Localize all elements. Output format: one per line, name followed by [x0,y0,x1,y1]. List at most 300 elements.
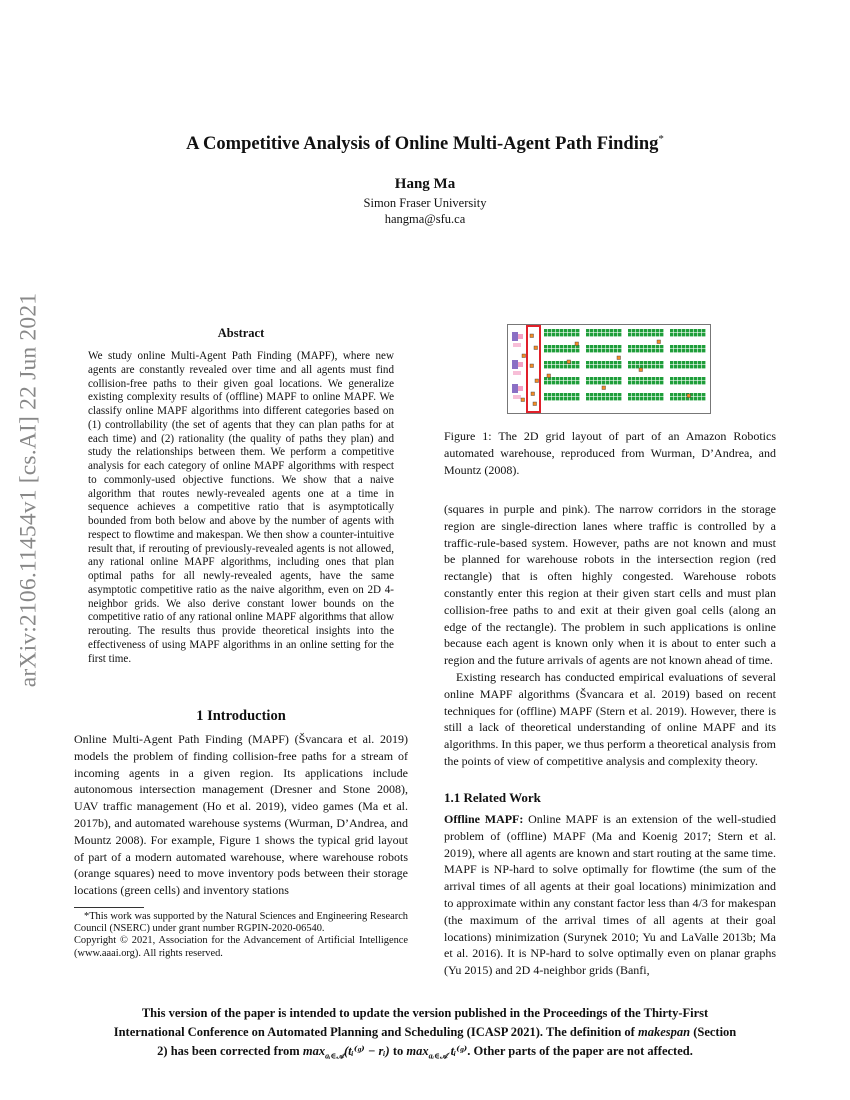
storage-cell [614,349,617,352]
related-work-heading: 1.1 Related Work [444,790,541,805]
storage-cell [610,397,613,400]
storage-cell [552,361,555,364]
storage-cell [690,329,693,332]
storage-cell [598,397,601,400]
storage-cell [682,397,685,400]
storage-cell [602,393,605,396]
storage-cell [544,393,547,396]
storage-cell [702,349,705,352]
storage-cell [702,397,705,400]
storage-cell [552,397,555,400]
storage-cell [670,329,673,332]
storage-cell [690,345,693,348]
storage-cell [674,393,677,396]
storage-cell [560,381,563,384]
storage-cell [644,361,647,364]
storage-cell [560,393,563,396]
storage-cell [702,329,705,332]
storage-cell [682,393,685,396]
right-paragraph-1: (squares in purple and pink). The narrow corridors in the storage region are single-direction lanes where traffic is controlled by a traffic-rule-based system. However, paths are not known and must be planned for warehouse robots in the intersection region (red rectangle) that is often highly congested. Warehouse robots constantly enter this region at their given start cells and must plan collision-free paths to and exit at their given goal cells (along an edge of the rectangle). The problem in such applications is online because each agent is known only when it is about to enter such a region and the future arrivals of agents are not known ahead of time. [444,502,776,668]
storage-cell [618,349,621,352]
storage-cell [576,329,579,332]
storage-cell [690,333,693,336]
robot-square [534,346,538,350]
robot-square [530,364,534,368]
storage-cell [614,345,617,348]
storage-cell [618,345,621,348]
storage-cell [678,377,681,380]
storage-cell [632,349,635,352]
storage-cell [702,381,705,384]
storage-cell [648,377,651,380]
storage-cell [656,345,659,348]
storage-cell [656,333,659,336]
station-pink [518,362,523,367]
storage-cell [702,365,705,368]
storage-cell [618,365,621,368]
storage-cell [628,361,631,364]
storage-cell [556,349,559,352]
arxiv-sidebar [5,292,53,688]
storage-cell [552,381,555,384]
storage-cell [590,329,593,332]
storage-cell [610,333,613,336]
storage-cell [698,345,701,348]
storage-cell [598,381,601,384]
storage-cell [602,361,605,364]
title-footnote-mark: * [658,133,664,145]
storage-cell [568,333,571,336]
storage-cell [648,345,651,348]
storage-cell [618,361,621,364]
new-definition-formula: $\max_{aᵢ\in 𝒜}$ tᵢ⁽ᵍ⁾ [406,1044,468,1061]
robot-square [535,379,539,383]
storage-cell [548,333,551,336]
storage-cell [674,377,677,380]
storage-cell [670,333,673,336]
storage-cell [564,345,567,348]
storage-cell [590,381,593,384]
storage-cell [564,365,567,368]
storage-cell [594,365,597,368]
storage-cell [636,333,639,336]
storage-cell [628,377,631,380]
storage-cell [606,349,609,352]
storage-cell [548,393,551,396]
storage-cell [606,393,609,396]
storage-cell [552,393,555,396]
storage-cell [614,377,617,380]
robot-square [521,398,525,402]
storage-cell [560,361,563,364]
robot-square [522,354,526,358]
footnote-block [74,911,408,960]
storage-cell [640,349,643,352]
storage-cell [644,333,647,336]
storage-cell [686,377,689,380]
station-purple [512,360,518,369]
storage-cell [560,397,563,400]
storage-cell [552,377,555,380]
storage-cell [590,365,593,368]
robot-square [602,386,606,390]
storage-cell [594,381,597,384]
storage-cell [548,345,551,348]
storage-cell [602,397,605,400]
storage-cell [586,381,589,384]
storage-cell [660,361,663,364]
author-name: Hang Ma [394,176,456,192]
storage-cell [682,349,685,352]
storage-cell [660,345,663,348]
storage-cell [564,329,567,332]
storage-cell [686,333,689,336]
storage-cell [586,377,589,380]
storage-cell [652,397,655,400]
storage-cell [670,349,673,352]
storage-cell [702,333,705,336]
robot-square [567,360,571,364]
storage-cell [556,329,559,332]
storage-cell [544,329,547,332]
paper-title: A Competitive Analysis of Online Multi-Agent Path Finding* [186,133,664,155]
station-pink [513,371,521,375]
storage-cell [614,333,617,336]
storage-cell [572,381,575,384]
storage-cell [656,381,659,384]
storage-cell [694,377,697,380]
storage-cell [682,365,685,368]
storage-cell [628,365,631,368]
storage-cell [614,361,617,364]
related-work-text [444,811,776,979]
storage-cell [678,397,681,400]
robot-square [687,394,691,398]
storage-cell [644,349,647,352]
storage-cell [586,365,589,368]
storage-cell [590,377,593,380]
storage-cell [656,393,659,396]
storage-cell [656,365,659,368]
storage-cell [576,361,579,364]
storage-cell [606,361,609,364]
storage-cell [690,349,693,352]
robot-square [547,374,551,378]
storage-cell [556,361,559,364]
storage-cell [576,365,579,368]
storage-cell [702,377,705,380]
storage-cell [576,397,579,400]
storage-cell [670,361,673,364]
storage-cell [568,381,571,384]
storage-cell [564,333,567,336]
storage-cell [560,333,563,336]
storage-cell [644,393,647,396]
storage-cell [636,361,639,364]
storage-cell [618,377,621,380]
robot-square [639,368,643,372]
station-pink [513,343,521,347]
storage-cell [602,349,605,352]
storage-cell [614,397,617,400]
storage-cell [628,397,631,400]
storage-cell [678,381,681,384]
storage-cell [590,397,593,400]
affiliation-block [0,195,850,227]
storage-cell [644,377,647,380]
storage-cell [564,377,567,380]
storage-cell [606,345,609,348]
storage-cell [552,365,555,368]
storage-cell [576,333,579,336]
storage-cell [614,365,617,368]
storage-cell [586,349,589,352]
storage-cell [594,361,597,364]
storage-cell [636,329,639,332]
storage-cell [656,397,659,400]
station-pink [518,386,523,391]
storage-cell [686,345,689,348]
storage-cell [660,381,663,384]
storage-cell [694,345,697,348]
related-lead: Offline MAPF: [444,812,524,826]
storage-cell [636,381,639,384]
notice-line-1: This version of the paper is intended to update the version published in the Proceedings of the Thirty-First [141,1006,709,1020]
storage-cell [552,345,555,348]
abstract-text: We study online Multi-Agent Path Finding (MAPF), where new agents are constantly revealed over time and all agents must find collision-free paths to their given goal locations. We generalize existing complexity results of (offline) MAPF to online MAPF. We classify online MAPF algorithms into different categories based on (1) controllability (the set of agents that they can plan paths for at each time) and (2) rationality (the quality of paths they plan) and study the relationships between them. We perform a competitive analysis for each category of online MAPF algorithms with respect to commonly-used objective functions. We show that a naive algorithm that routes newly-revealed agents one at a time in sequence achieves a competitive ratio that is asymptotically bounded from both below and above by the number of agents with respect to flowtime and makespan. We then show a counter-intuitive result that, if rerouting of previously-revealed agents is not allowed, any rational online MAPF algorithms, including ones that plan optimal paths for all newly-revealed agents, have the same asymptotic competitive ratio as the naive algorithm, even on 2D 4-neighbor grids. We also derive constant lower bounds on the competitive ratio of any rational online MAPF algorithms that allow rerouting. The results thus provide theoretical insights into the effectiveness of using MAPF algorithms in an online setting for the first time. [88,350,394,665]
storage-cell [610,345,613,348]
figure-caption: Figure 1: The 2D grid layout of part of an Amazon Robotics automated warehouse, reproduced from Wurman, D’Andrea, and Mountz (2008). [444,429,776,477]
storage-cell [632,397,635,400]
storage-cell [660,329,663,332]
storage-cell [648,381,651,384]
storage-cell [686,365,689,368]
storage-cell [598,349,601,352]
storage-cell [682,333,685,336]
storage-cell [640,377,643,380]
storage-cell [552,349,555,352]
storage-cell [560,349,563,352]
storage-cell [652,361,655,364]
storage-cell [576,381,579,384]
storage-cell [698,365,701,368]
storage-cell [598,345,601,348]
storage-cell [702,361,705,364]
storage-cell [594,333,597,336]
storage-cell [636,393,639,396]
storage-cell [656,329,659,332]
storage-cell [628,333,631,336]
storage-cell [556,365,559,368]
storage-cell [682,329,685,332]
storage-cell [586,397,589,400]
storage-cell [590,361,593,364]
abstract-heading: Abstract [217,326,265,340]
storage-cell [564,381,567,384]
storage-cell [648,333,651,336]
storage-cell [702,393,705,396]
storage-cell [618,393,621,396]
right-column-body [444,501,776,770]
storage-cell [702,345,705,348]
storage-cell [670,381,673,384]
storage-cell [602,345,605,348]
storage-cell [678,345,681,348]
robot-square [617,356,621,360]
storage-cell [602,333,605,336]
storage-cell [568,349,571,352]
storage-cell [628,349,631,352]
storage-cell [590,393,593,396]
storage-cell [590,349,593,352]
storage-cell [572,397,575,400]
storage-cell [552,329,555,332]
storage-cell [598,365,601,368]
storage-cell [670,397,673,400]
storage-cell [598,329,601,332]
storage-cell [652,393,655,396]
storage-cell [648,361,651,364]
storage-cell [648,365,651,368]
storage-cell [698,333,701,336]
storage-cell [590,345,593,348]
storage-cell [674,361,677,364]
storage-cell [614,329,617,332]
storage-cell [606,377,609,380]
storage-cell [560,377,563,380]
storage-cell [694,397,697,400]
storage-cell [572,349,575,352]
storage-cell [610,365,613,368]
storage-cell [678,365,681,368]
storage-cell [652,349,655,352]
storage-cell [548,329,551,332]
storage-cell [682,381,685,384]
storage-cell [606,329,609,332]
storage-cell [682,377,685,380]
storage-cell [606,333,609,336]
storage-cell [670,377,673,380]
storage-cell [674,397,677,400]
storage-cell [618,397,621,400]
related-body: Online MAPF is an extension of the well-studied problem of (offline) MAPF (Ma and Koenig 2017; Stern et al. 2019), where all agents are known and start routing at the same time. MAPF is NP-hard to solve optimally for flowtime (the sum of the arrival times of all agents at their goal locations) minimization and to approximate within any constant factor less than 4/3 for makespan (the maximum of the arrival times of all agents at their goal locations) minimization (Surynek 2010; Yu and LaValle 2013b; Ma et al. 2016). It is NP-hard to solve optimally even on planar graphs (Yu 2015) and 2D 4-neighbor grids (Banfi, [444,812,776,978]
storage-cell [548,349,551,352]
storage-cell [690,361,693,364]
storage-cell [610,349,613,352]
storage-cell [690,365,693,368]
storage-cell [674,333,677,336]
storage-cell [694,381,697,384]
storage-cell [618,333,621,336]
storage-cell [698,397,701,400]
storage-cell [556,381,559,384]
intro-heading: 1 Introduction [196,708,286,724]
affiliation: Simon Fraser University [363,196,487,210]
storage-cell [556,393,559,396]
storage-cell [686,349,689,352]
storage-cell [682,361,685,364]
storage-cell [564,393,567,396]
storage-cell [694,393,697,396]
storage-cell [598,361,601,364]
storage-cell [602,377,605,380]
storage-cell [656,349,659,352]
storage-cell [544,365,547,368]
storage-cell [586,393,589,396]
storage-cell [544,349,547,352]
notice-line-2: International Conference on Automated Planning and Scheduling (ICASP 2021). The definition of makespan (Section [113,1025,737,1039]
author-email: hangma@sfu.ca [384,212,466,226]
storage-cell [594,393,597,396]
storage-cell [606,397,609,400]
storage-cell [572,377,575,380]
storage-cell [572,333,575,336]
storage-cell [544,345,547,348]
storage-cell [544,333,547,336]
robot-square [531,392,535,396]
storage-cell [632,329,635,332]
storage-cell [548,361,551,364]
storage-cell [674,349,677,352]
storage-cell [628,393,631,396]
storage-cell [640,397,643,400]
storage-cell [648,397,651,400]
storage-cell [632,365,635,368]
storage-cell [544,361,547,364]
storage-cell [572,365,575,368]
storage-cell [678,349,681,352]
storage-cell [640,345,643,348]
storage-cell [656,377,659,380]
makespan-term: makespan [637,1025,691,1039]
old-definition-formula: $\max_{aᵢ\in 𝒜}(tᵢ^(ᵍ^)$ − rᵢ) [302,1044,390,1061]
station-pink [513,395,521,399]
storage-cell [544,397,547,400]
storage-cell [586,361,589,364]
storage-cell [586,345,589,348]
storage-cell [640,361,643,364]
storage-cell [594,349,597,352]
station-purple [512,332,518,341]
storage-cell [686,361,689,364]
notice-line-3: 2) has been corrected from $\max_{aᵢ\in 𝒜}(tᵢ^(ᵍ^)$ − rᵢ) to $\max_{aᵢ\in 𝒜}$ tᵢ⁽ᵍ⁾. Other parts of the paper are not affected. [157,1044,693,1061]
storage-cell [594,397,597,400]
storage-cell [594,345,597,348]
storage-cell [560,365,563,368]
storage-cell [548,365,551,368]
storage-cell [694,361,697,364]
footnote-rule [74,907,144,908]
storage-cell [564,397,567,400]
storage-cell [652,329,655,332]
storage-cell [660,365,663,368]
storage-cell [614,393,617,396]
storage-cell [674,381,677,384]
storage-cell [636,377,639,380]
storage-cell [652,381,655,384]
storage-cell [548,381,551,384]
storage-cell [686,381,689,384]
storage-cell [698,329,701,332]
storage-cell [632,381,635,384]
storage-cell [660,377,663,380]
storage-cell [698,361,701,364]
storage-cell [660,349,663,352]
storage-cell [636,349,639,352]
storage-cell [618,381,621,384]
storage-cell [632,361,635,364]
storage-cell [602,329,605,332]
